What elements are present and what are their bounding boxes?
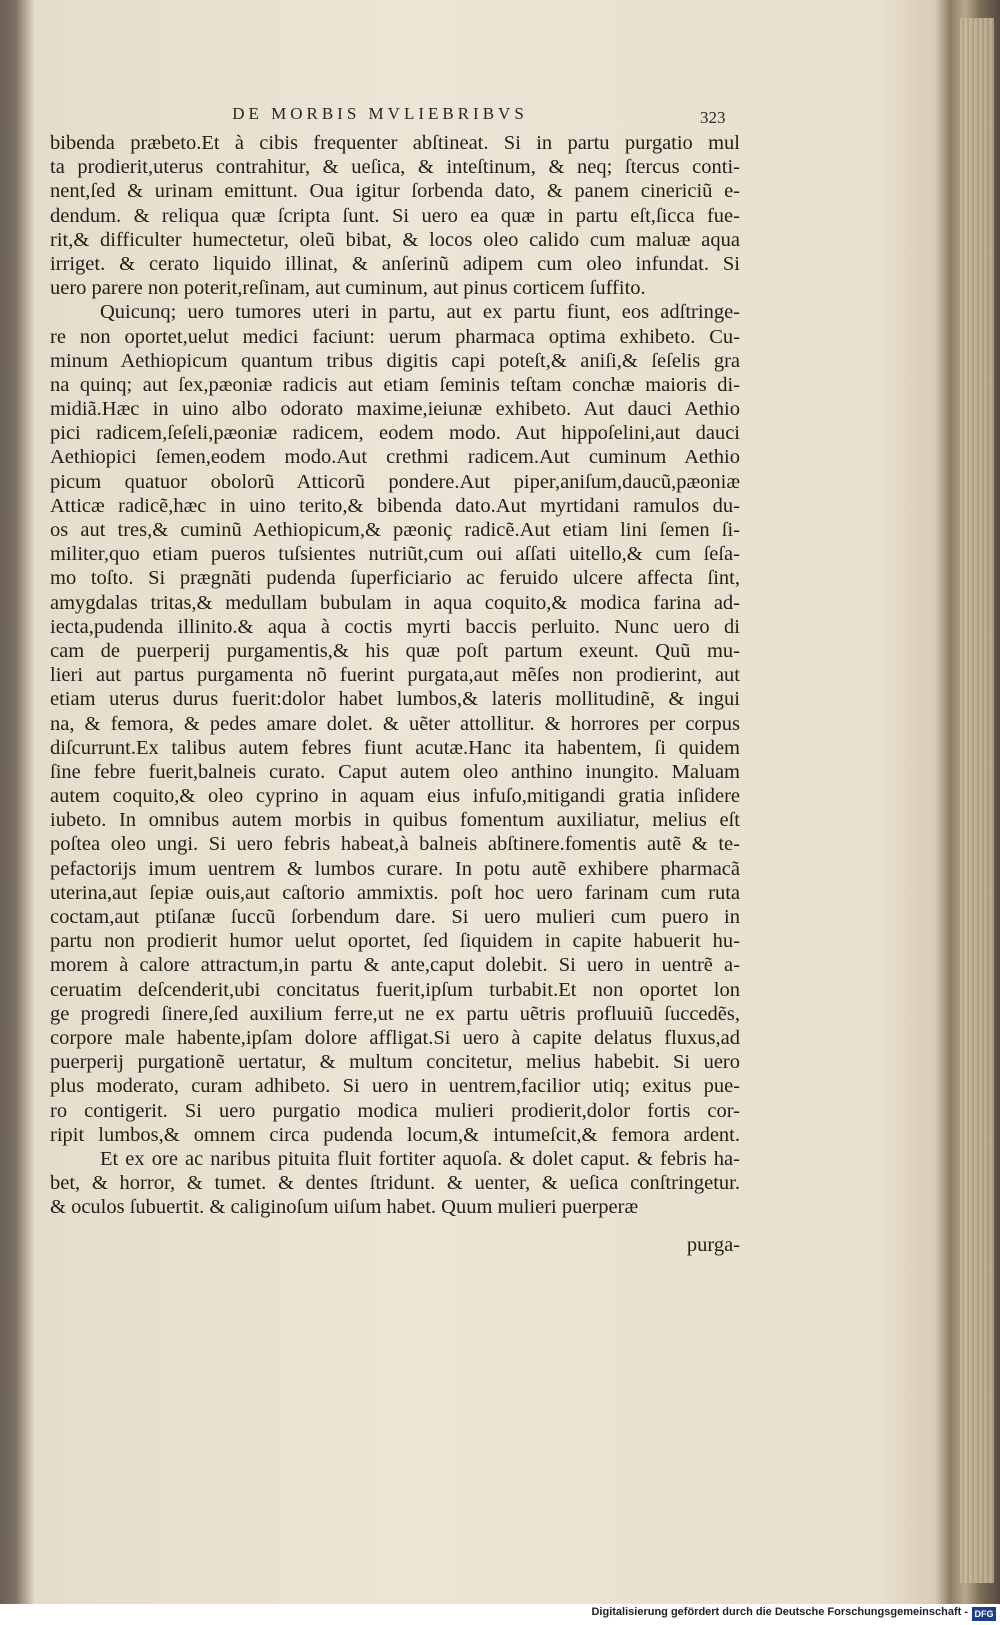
text-line: morem à calore attractum,in partu & ante,caput dolebit. Si uero in uentrẽ a-: [50, 954, 740, 977]
text-line: Aethiopici ſemen,eodem modo.Aut crethmi radicem.Aut cuminum Aethio: [50, 446, 740, 469]
footer-credit: Digitalisierung gefördert durch die Deutsche Forschungsgemeinschaft -: [591, 1606, 968, 1618]
text-line: ceruatim deſcenderit,ubi concitatus fuerit,ipſum turbabit.Et non oportet lon: [50, 978, 740, 1001]
text-line: amygdalas tritas,& medullam bubulam in aqua coquito,& modica farina ad-: [50, 591, 740, 614]
text-line: pefactorijs imum uentrem & lumbos curare. In potu autẽ exhibere pharmacã: [50, 857, 740, 880]
text-line: dendum. & reliqua quæ ſcripta ſunt. Si uero ea quæ in partu eſt,ſicca fue-: [50, 204, 740, 227]
text-line: irriget. & cerato liquido illinat, & anſerinũ adipem cum oleo infundat. Si: [50, 252, 740, 275]
text-line: coctam,aut ptiſanæ ſuccũ ſorbendum dare. Si uero mulieri cum puero in: [50, 906, 740, 928]
text-line: ge progredi ſinere,ſed auxilium ferre,ut ne ex partu uẽtris profluuiũ ſuccedẽs,: [50, 1002, 740, 1025]
text-line: ripit lumbos,& omnem circa pudenda locum,& intumeſcit,& femora ardent.: [50, 1123, 740, 1146]
text-line: re non oportet,uelut medici faciunt: uerum pharmaca optima exhibeto. Cu-: [50, 325, 740, 348]
text-line: puerperij purgationẽ uertatur, & multum concitetur, melius habebit. Si uero: [50, 1051, 740, 1074]
text-line: ſine febre fuerit,balneis curato. Caput autem oleo anthino inungito. Maluam: [50, 760, 740, 783]
text-line: bet, & horror, & tumet. & dentes ſtridunt. & uenter, & ueſica conſtringetur.: [50, 1172, 740, 1195]
digitization-footer: [0, 1604, 1000, 1625]
text-line: etiam uterus durus fuerit:dolor habet lumbos,& lateris mollitudinẽ, & ingui: [50, 688, 740, 711]
text-line: autem coquito,& oleo cyprino in aquam eius infuſo,mitigandi gratia inſidere: [50, 785, 740, 808]
text-line: mo toſto. Si prægnãti pudenda ſuperficiario ac feruido ulcere affecta ſint,: [50, 567, 740, 590]
text-line: uterina,aut ſepiæ ouis,aut caſtorio ammixtis. poſt hoc uero farinam cum ruta: [50, 881, 740, 904]
text-line: partu non prodierit humor uelut oportet, ſed ſiquidem in capite habuerit hu-: [50, 930, 740, 953]
text-line: ta prodierit,uterus contrahitur, & ueſica, & inteſtinum, & neq; ſtercus conti-: [50, 156, 740, 179]
text-line: na, & femora, & pedes amare dolet. & uẽter attollitur. & horrores per corpus: [50, 712, 740, 735]
dfg-logo: DFG: [972, 1607, 996, 1621]
text-line: ro contigerit. Si uero purgatio modica mulieri prodierit,dolor fortis cor-: [50, 1099, 740, 1122]
text-line: midiã.Hæc in uino albo odorato maxime,ieiunæ exhibeto. Aut dauci Aethio: [50, 398, 740, 421]
text-line: picum quatuor obolorũ Atticorũ pondere.Aut piper,aniſum,daucũ,pæoniæ: [50, 470, 740, 493]
text-line: corpore male habente,ipſam dolore affligat.Si uero à capite delatus fluxus,ad: [50, 1026, 740, 1049]
text-line: iecta,pudenda illinito.& aqua à coctis myrti baccis perluito. Nunc uero di: [50, 615, 740, 638]
text-line: uero parere non poterit,reſinam, aut cuminum, aut pinus corticem ſuffito.: [50, 277, 646, 300]
text-line: Et ex ore ac naribus pituita fluit fortiter aquoſa. & dolet caput. & febris ha-: [100, 1147, 740, 1170]
text-line: na quinq; aut ſex,pæoniæ radicis aut etiam ſeminis teſtam conchæ maioris di-: [50, 373, 740, 396]
catchword: purga-: [686, 1234, 740, 1256]
text-line: cam de puerperij purgamentis,& his quæ poſt partum exeunt. Quũ mu-: [50, 639, 740, 662]
text-line: plus moderato, curam adhibeto. Si uero in uentrem,facilior utiq; exitus pue-: [50, 1075, 740, 1098]
book-page-edges: [960, 18, 994, 1583]
text-line: nent,ſed & urinam emittunt. Oua igitur ſorbenda dato, & panem cinericiũ e-: [50, 180, 740, 203]
text-line: militer,quo etiam pueros tuſsientes nutriũt,cum oui aſſati uitello,& cum ſeſa-: [50, 543, 740, 566]
text-line: minum Aethiopicum quantum tribus digitis capi poteſt,& aniſi,& ſeſelis gra: [50, 349, 740, 372]
text-line: Atticæ radicẽ,hæc in uino terito,& bibenda dato.Aut myrtidani ramulos du-: [50, 494, 740, 517]
body-text: [50, 131, 740, 1219]
text-line: iubeto. In omnibus autem morbis in quibus fomentum auxiliatur, melius eſt: [50, 809, 740, 832]
text-line: Quicunq; uero tumores uteri in partu, aut ex partu fiunt, eos adſtringe-: [100, 301, 740, 324]
text-line: lieri aut partus purgamenta nõ fuerint purgata,aut mẽſes non prodierint, aut: [50, 664, 740, 687]
text-line: bibenda præbeto.Et à cibis frequenter abſtineat. Si in partu purgatio mul: [50, 132, 740, 154]
text-line: diſcurrunt.Ex talibus autem febres fiunt acutæ.Hanc ita habentem, ſi quidem: [50, 736, 740, 759]
text-line: & oculos ſubuertit. & caliginoſum uiſum habet. Quum mulieri puerperæ: [50, 1196, 639, 1219]
running-head: DE MORBIS MVLIEBRIBVS: [232, 104, 528, 123]
text-line: poſtea oleo ungi. Si uero febris habeat,à balneis abſtinere.fomentis autẽ & te-: [50, 833, 740, 856]
page-number: 323: [700, 108, 726, 127]
text-line: pici radicem,ſeſeli,pæoniæ radicem, eodem modo. Aut hippoſelini,aut dauci: [50, 422, 740, 445]
text-line: rit,& difficulter humectetur, oleũ bibat, & locos oleo calido cum maluæ aqua: [50, 228, 740, 251]
text-line: os aut tres,& cuminũ Aethiopicum,& pæoniç radicẽ.Aut etiam lini ſemen ſi-: [50, 519, 740, 541]
